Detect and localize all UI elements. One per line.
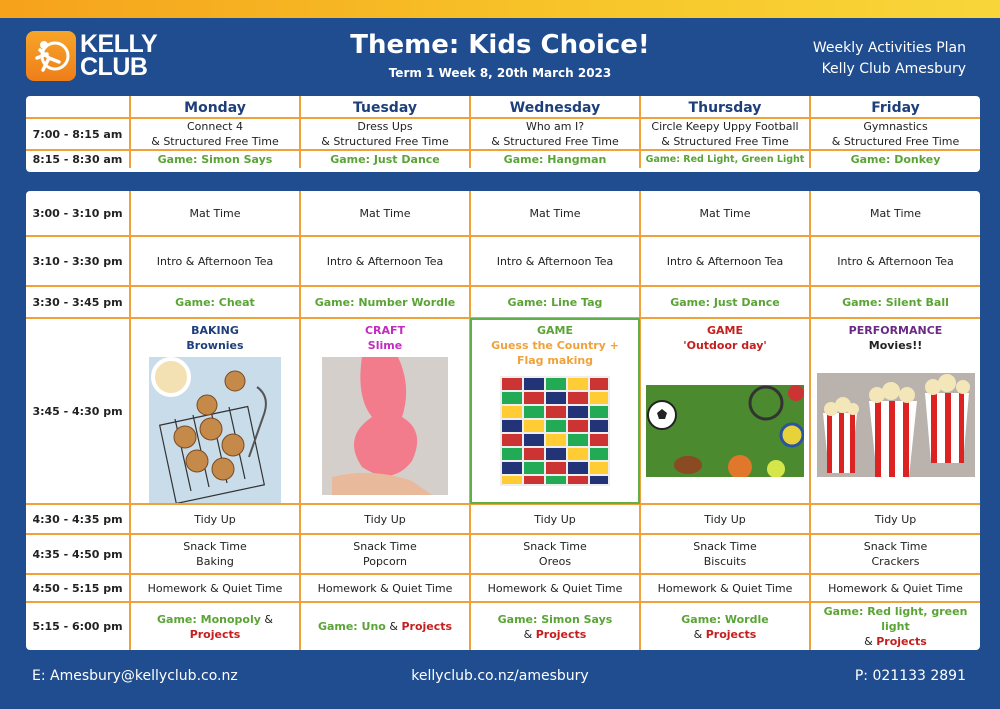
time-slot: 3:45 - 4:30 pm xyxy=(26,318,130,504)
afternoon-game-wednesday: Game: Line Tag xyxy=(470,286,640,318)
activity-tuesday xyxy=(300,318,470,504)
final-game: Game: Uno xyxy=(317,620,386,633)
snack-label: Snack Time xyxy=(693,540,757,553)
snack-thursday xyxy=(640,534,810,574)
activity-line: & Structured Free Time xyxy=(491,135,619,148)
morning-activity-friday xyxy=(810,118,980,150)
day-header-thursday: Thursday xyxy=(640,96,810,118)
time-slot: 4:50 - 5:15 pm xyxy=(26,574,130,602)
activity-category: BAKING xyxy=(191,324,239,337)
final-activity-wednesday xyxy=(470,602,640,650)
snack-item: Baking xyxy=(196,555,234,568)
tidy-tuesday: Tidy Up xyxy=(300,504,470,534)
afternoon-game-friday: Game: Silent Ball xyxy=(810,286,980,318)
tidy-monday: Tidy Up xyxy=(130,504,300,534)
day-header-wednesday: Wednesday xyxy=(470,96,640,118)
morning-game-friday: Game: Donkey xyxy=(810,150,980,168)
tidy-thursday: Tidy Up xyxy=(640,504,810,534)
mat-time-wednesday: Mat Time xyxy=(470,191,640,236)
activity-category: PERFORMANCE xyxy=(848,324,943,337)
activity-line: & Structured Free Time xyxy=(661,135,789,148)
tidy-friday: Tidy Up xyxy=(810,504,980,534)
morning-game-thursday: Game: Red Light, Green Light xyxy=(640,150,810,168)
final-activity-tuesday xyxy=(300,602,470,650)
afternoon-schedule-panel xyxy=(26,191,980,650)
activity-thursday xyxy=(640,318,810,504)
morning-game-monday: Game: Simon Says xyxy=(130,150,300,168)
intro-thursday: Intro & Afternoon Tea xyxy=(640,236,810,286)
activity-line: Dress Ups xyxy=(357,120,413,133)
sports-balls-icon xyxy=(646,385,804,477)
morning-table xyxy=(26,96,980,168)
morning-schedule-panel xyxy=(26,96,980,172)
activity-line: Circle Keepy Uppy Football xyxy=(651,120,799,133)
corner-cell xyxy=(26,96,130,118)
afternoon-game-tuesday: Game: Number Wordle xyxy=(300,286,470,318)
snack-label: Snack Time xyxy=(353,540,417,553)
final-activity-thursday xyxy=(640,602,810,650)
activity-detail: 'Outdoor day' xyxy=(683,339,767,352)
time-slot: 8:15 - 8:30 am xyxy=(26,150,130,168)
final-amp: & xyxy=(523,627,536,641)
logo-figure-icon xyxy=(26,31,76,81)
final-amp: & xyxy=(385,620,402,633)
snack-monday xyxy=(130,534,300,574)
activity-detail: Brownies xyxy=(186,339,244,352)
time-slot: 7:00 - 8:15 am xyxy=(26,118,130,150)
final-activity-friday xyxy=(810,602,980,650)
morning-activity-thursday xyxy=(640,118,810,150)
intro-monday: Intro & Afternoon Tea xyxy=(130,236,300,286)
time-slot: 4:35 - 4:50 pm xyxy=(26,534,130,574)
homework-friday: Homework & Quiet Time xyxy=(810,574,980,602)
snack-tuesday xyxy=(300,534,470,574)
page-subtitle: Term 1 Week 8, 20th March 2023 xyxy=(388,66,612,80)
activity-friday xyxy=(810,318,980,504)
final-projects: Projects xyxy=(401,620,453,633)
snack-item: Biscuits xyxy=(703,555,747,568)
morning-game-tuesday: Game: Just Dance xyxy=(300,150,470,168)
mat-time-tuesday: Mat Time xyxy=(300,191,470,236)
time-slot: 3:30 - 3:45 pm xyxy=(26,286,130,318)
time-slot: 3:10 - 3:30 pm xyxy=(26,236,130,286)
page-title: Theme: Kids Choice! xyxy=(350,30,650,60)
plan-label-line1: Weekly Activities Plan xyxy=(812,40,966,56)
homework-thursday: Homework & Quiet Time xyxy=(640,574,810,602)
popcorn-icon xyxy=(817,373,975,477)
final-game: Game: Red light, green light xyxy=(823,605,968,633)
activity-category: CRAFT xyxy=(364,324,406,337)
plan-label-line2: Kelly Club Amesbury xyxy=(821,61,966,77)
activity-monday xyxy=(130,318,300,504)
tidy-wednesday: Tidy Up xyxy=(470,504,640,534)
logo-text-line2: CLUB xyxy=(80,53,148,81)
day-header-monday: Monday xyxy=(130,96,300,118)
time-slot: 4:30 - 4:35 pm xyxy=(26,504,130,534)
day-header-tuesday: Tuesday xyxy=(300,96,470,118)
kelly-club-logo xyxy=(26,30,158,82)
morning-game-wednesday: Game: Hangman xyxy=(470,150,640,168)
activity-line: & Structured Free Time xyxy=(321,135,449,148)
final-activity-monday xyxy=(130,602,300,650)
final-projects: Projects xyxy=(876,635,927,648)
activity-wednesday xyxy=(470,318,640,504)
afternoon-table xyxy=(26,191,980,650)
final-amp: & xyxy=(864,635,877,648)
final-amp: & xyxy=(260,612,273,626)
activity-detail: Slime xyxy=(367,339,403,352)
activity-line: & Structured Free Time xyxy=(831,135,960,148)
top-accent-bar xyxy=(0,0,1000,18)
footer-email[interactable]: E: Amesbury@kellyclub.co.nz xyxy=(32,668,238,684)
activity-line: & Structured Free Time xyxy=(151,135,279,148)
footer-website[interactable]: kellyclub.co.nz/amesbury xyxy=(411,668,589,684)
activity-detail: Guess the Country + Flag making xyxy=(491,339,619,367)
intro-friday: Intro & Afternoon Tea xyxy=(810,236,980,286)
plan-label xyxy=(813,38,966,80)
cookies-icon xyxy=(149,357,281,503)
mat-time-monday: Mat Time xyxy=(130,191,300,236)
final-game: Game: Monopoly xyxy=(157,612,261,626)
day-header-friday: Friday xyxy=(810,96,980,118)
snack-friday xyxy=(810,534,980,574)
snack-item: Oreos xyxy=(538,555,572,568)
afternoon-game-thursday: Game: Just Dance xyxy=(640,286,810,318)
snack-item: Crackers xyxy=(871,555,920,568)
intro-tuesday: Intro & Afternoon Tea xyxy=(300,236,470,286)
snack-label: Snack Time xyxy=(183,540,247,553)
intro-wednesday: Intro & Afternoon Tea xyxy=(470,236,640,286)
snack-item: Popcorn xyxy=(362,555,408,568)
afternoon-game-monday: Game: Cheat xyxy=(130,286,300,318)
activity-line: Connect 4 xyxy=(187,120,243,133)
time-slot: 3:00 - 3:10 pm xyxy=(26,191,130,236)
final-game: Game: Simon Says xyxy=(497,612,613,626)
final-projects: Projects xyxy=(705,627,757,641)
slime-icon xyxy=(322,357,448,495)
final-amp: & xyxy=(693,627,706,641)
homework-wednesday: Homework & Quiet Time xyxy=(470,574,640,602)
activity-category: GAME xyxy=(536,324,573,337)
final-projects: Projects xyxy=(189,627,241,641)
final-projects: Projects xyxy=(535,627,587,641)
mat-time-friday: Mat Time xyxy=(810,191,980,236)
homework-monday: Homework & Quiet Time xyxy=(130,574,300,602)
footer-phone[interactable]: P: 021133 2891 xyxy=(854,668,966,684)
morning-activity-wednesday xyxy=(470,118,640,150)
morning-activity-tuesday xyxy=(300,118,470,150)
snack-wednesday xyxy=(470,534,640,574)
time-slot: 5:15 - 6:00 pm xyxy=(26,602,130,650)
mat-time-thursday: Mat Time xyxy=(640,191,810,236)
activity-detail: Movies!! xyxy=(868,339,923,352)
activity-category: GAME xyxy=(706,324,743,337)
logo-text-line1: KELLY xyxy=(80,30,158,58)
activity-line: Who am I? xyxy=(525,120,585,133)
flags-icon xyxy=(500,376,610,486)
snack-label: Snack Time xyxy=(863,540,928,553)
final-game: Game: Wordle xyxy=(681,612,769,626)
activity-line: Gymnastics xyxy=(863,120,928,133)
snack-label: Snack Time xyxy=(523,540,587,553)
morning-activity-monday xyxy=(130,118,300,150)
homework-tuesday: Homework & Quiet Time xyxy=(300,574,470,602)
